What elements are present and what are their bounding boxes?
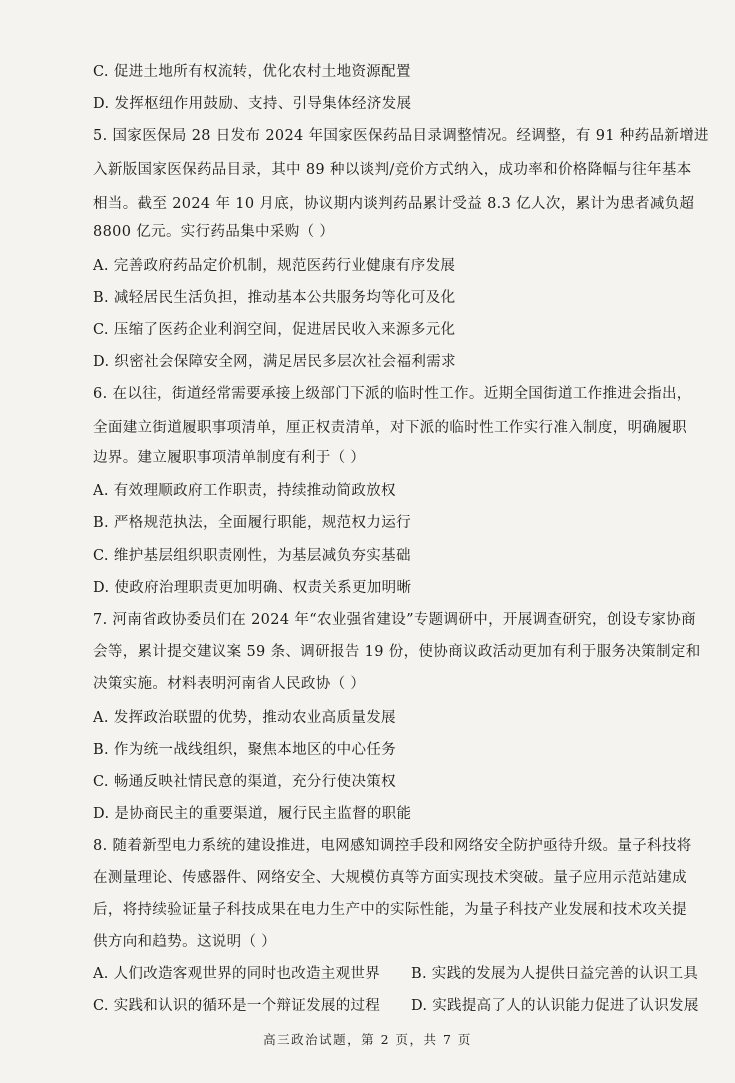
q5-option-a: A. 完善政府药品定价机制，规范医药行业健康有序发展 (93, 258, 456, 274)
q4-option-d: D. 发挥枢纽作用鼓励、支持、引导集体经济发展 (93, 96, 412, 112)
q7-option-d: D. 是协商民主的重要渠道，履行民主监督的职能 (93, 806, 412, 822)
q4-option-c: C. 促进土地所有权流转，优化农村土地资源配置 (93, 64, 411, 80)
q6-stem-line-3: 边界。建立履职事项清单制度有利于（ ） (93, 450, 366, 466)
q8-options-row-1 (93, 964, 713, 984)
q5-stem-line-4: 8800 亿元。实行药品集中采购（ ） (93, 224, 335, 240)
q8-stem-line-2: 在测量理论、传感器件、网络安全、大规模仿真等方面实现技术突破。量子应用示范站建成 (93, 870, 687, 886)
q6-stem-line-2: 全面建立街道履职事项清单，厘正权责清单，对下派的临时性工作实行准入制度，明确履职 (93, 420, 687, 436)
q5-option-d: D. 织密社会保障安全网，满足居民多层次社会福利需求 (93, 354, 456, 370)
q6-option-a: A. 有效理顺政府工作职责，持续推动简政放权 (93, 483, 396, 499)
q6-option-c: C. 维护基层组织职责刚性，为基层减负夯实基础 (93, 548, 411, 564)
q8-option-d: D. 实践提高了人的认识能力促进了认识发展 (411, 998, 699, 1014)
q8-stem-line-4: 供方向和趋势。这说明（ ） (93, 934, 277, 950)
q7-option-c: C. 畅通反映社情民意的渠道，充分行使决策权 (93, 774, 396, 790)
q8-option-b: B. 实践的发展为人提供日益完善的认识工具 (411, 966, 699, 982)
page-footer: 高三政治试题，第 2 页，共 7 页 (263, 1032, 472, 1047)
q5-option-b: B. 减轻居民生活负担，推动基本公共服务均等化可及化 (93, 290, 456, 306)
q7-stem-line-2: 会等，累计提交建议案 59 条、调研报告 19 份，使协商议政活动更加有利于服务决策制定和 (93, 644, 701, 660)
q5-stem-line-1: 5. 国家医保局 28 日发布 2024 年国家医保药品目录调整情况。经调整，有 91 种药品新增进 (93, 128, 709, 144)
q5-stem-line-2: 入新版国家医保药品目录，其中 89 种以谈判/竞价方式纳入，成功率和价格降幅与往年基本 (93, 162, 692, 178)
q8-options-row-2 (93, 996, 713, 1016)
q6-option-b: B. 严格规范执法，全面履行职能，规范权力运行 (93, 515, 411, 531)
q7-stem-line-3: 决策实施。材料表明河南省人民政协（ ） (93, 676, 366, 692)
q6-option-d: D. 使政府治理职责更加明确、权责关系更加明晰 (93, 580, 412, 596)
q8-option-a: A. 人们改造客观世界的同时也改造主观世界 (93, 966, 380, 982)
q5-option-c: C. 压缩了医药企业利润空间，促进居民收入来源多元化 (93, 322, 456, 338)
q6-stem-line-1: 6. 在以往，街道经常需要承接上级部门下派的临时性工作。近期全国街道工作推进会指出， (93, 386, 692, 402)
q5-stem-line-3: 相当。截至 2024 年 10 月底，协议期内谈判药品累计受益 8.3 亿人次，累计为患者减负超 (93, 196, 695, 212)
q8-stem-line-1: 8. 随着新型电力系统的建设推进，电网感知调控手段和网络安全防护亟待升级。量子科技将 (93, 838, 692, 854)
q8-stem-line-3: 后，将持续验证量子科技成果在电力生产中的实际性能，为量子科技产业发展和技术攻关提 (93, 902, 687, 918)
q8-option-c: C. 实践和认识的循环是一个辩证发展的过程 (93, 998, 381, 1014)
q7-option-a: A. 发挥政治联盟的优势，推动农业高质量发展 (93, 710, 396, 726)
q7-option-b: B. 作为统一战线组织，聚焦本地区的中心任务 (93, 742, 397, 758)
q7-stem-line-1: 7. 河南省政协委员们在 2024 年“农业强省建设”专题调研中，开展调查研究，创设专家协商 (93, 612, 696, 628)
